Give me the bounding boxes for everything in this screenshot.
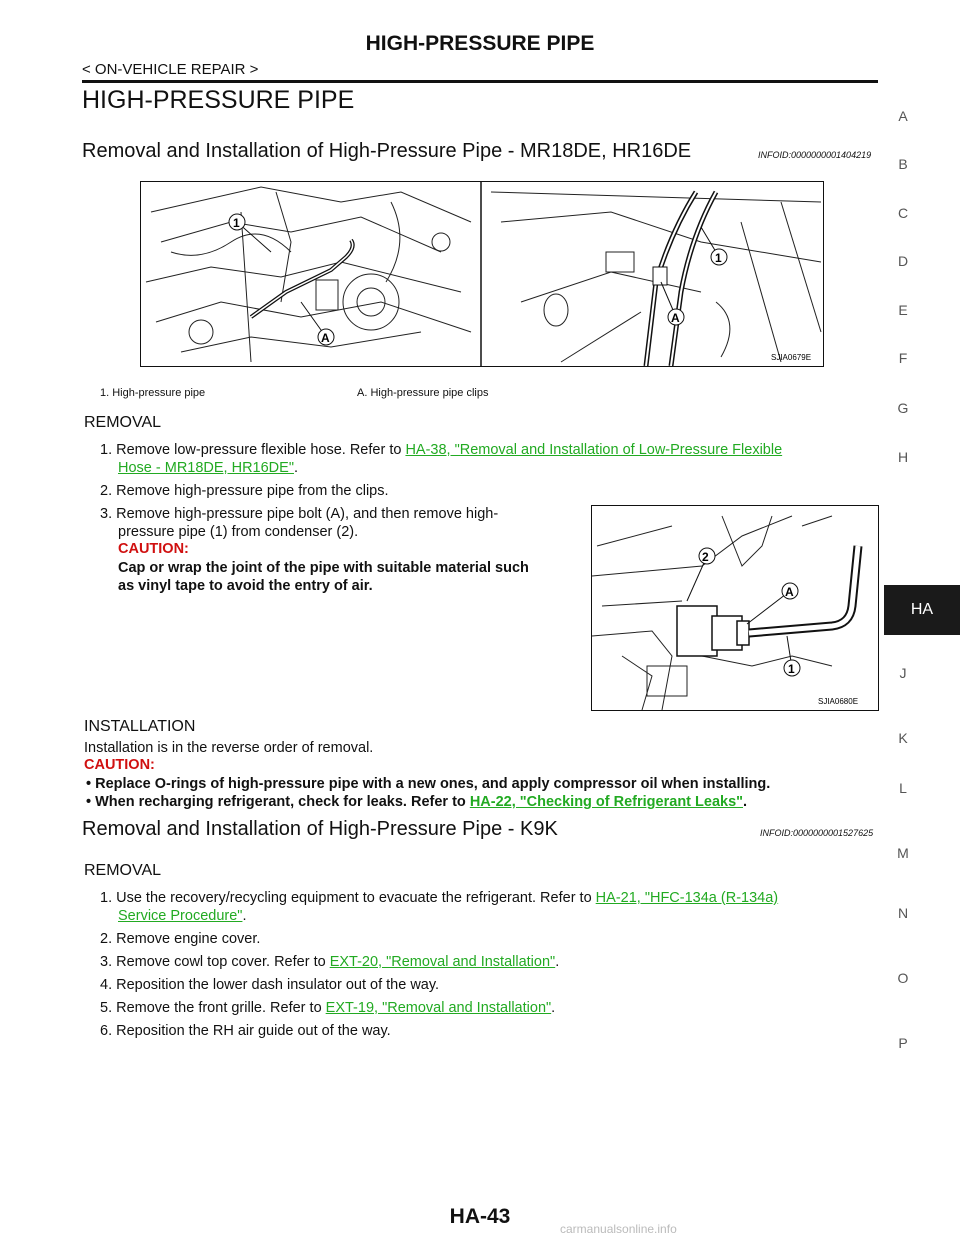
bullet-icon: •: [86, 794, 96, 810]
figure-1-illustration: [141, 182, 823, 366]
side-index-p[interactable]: P: [898, 1035, 908, 1051]
svg-text:1: 1: [788, 662, 795, 676]
installation-text: Installation is in the reverse order of removal.: [84, 740, 374, 756]
section1-step3: 3. Remove high-pressure pipe bolt (A), and then remove high-: [100, 506, 499, 522]
side-index-h[interactable]: H: [897, 449, 909, 465]
section1-removal-heading: REMOVAL: [84, 414, 162, 431]
section2-title: Removal and Installation of High-Pressure Pipe - K9K: [82, 818, 558, 840]
section1-caution-text: Cap or wrap the joint of the pipe with suitable material such: [118, 560, 529, 576]
page-number: HA-43: [449, 1205, 511, 1228]
link-ha22[interactable]: HA-22, "Checking of Refrigerant Leaks": [469, 794, 744, 810]
side-index-ha-active[interactable]: HA: [884, 585, 960, 635]
side-index-n[interactable]: N: [897, 905, 909, 921]
side-index-a[interactable]: A: [898, 108, 908, 124]
caption-a: A. High-pressure pipe clips: [357, 387, 489, 399]
section1-step1: 1. Remove low-pressure flexible hose. Refer to HA-38, "Removal and Installation of Low-Pressure Flexible: [100, 442, 783, 458]
side-index-l[interactable]: L: [899, 780, 907, 796]
section1-installation-heading: INSTALLATION: [84, 718, 196, 735]
caption-1: 1. High-pressure pipe: [100, 387, 206, 399]
section2-infoid: INFOID:0000000001527625: [760, 828, 874, 838]
installation-bullet-2: • When recharging refrigerant, check for leaks. Refer to HA-22, "Checking of Refrigerant Leaks".: [86, 794, 748, 810]
svg-text:A: A: [785, 585, 794, 599]
section1-infoid: INFOID:0000000001404219: [758, 150, 872, 160]
header-rule: [82, 80, 878, 83]
watermark: carmanualsonline.info: [560, 1222, 677, 1236]
side-index-k[interactable]: K: [898, 730, 908, 746]
running-header-subtitle: < ON-VEHICLE REPAIR >: [82, 61, 259, 78]
bullet-icon: •: [86, 776, 96, 792]
side-index-c[interactable]: C: [897, 205, 909, 221]
link-ha21[interactable]: HA-21, "HFC-134a (R-134a): [595, 890, 779, 906]
section1-caution-text-cont: as vinyl tape to avoid the entry of air.: [118, 578, 373, 594]
svg-text:A: A: [671, 311, 680, 325]
link-ext19[interactable]: EXT-19, "Removal and Installation": [325, 1000, 552, 1016]
section2-removal-heading: REMOVAL: [84, 862, 162, 879]
side-index-b[interactable]: B: [898, 156, 908, 172]
side-index-j[interactable]: J: [899, 665, 907, 681]
section1-step3-cont: pressure pipe (1) from condenser (2).: [118, 524, 359, 540]
section2-step4: 4. Reposition the lower dash insulator out of the way.: [100, 977, 440, 993]
side-index-o[interactable]: O: [897, 970, 909, 986]
svg-text:1: 1: [233, 216, 240, 230]
section1-title: Removal and Installation of High-Pressure Pipe - MR18DE, HR16DE: [82, 140, 692, 162]
side-index-f[interactable]: F: [898, 350, 908, 366]
section2-step1-cont: Service Procedure".: [118, 908, 247, 924]
page-heading: HIGH-PRESSURE PIPE: [82, 86, 355, 114]
installation-caution-label: CAUTION:: [84, 757, 155, 773]
figure-1: [140, 181, 824, 367]
side-index-d[interactable]: D: [897, 253, 909, 269]
section1-caution-label: CAUTION:: [118, 541, 189, 557]
svg-text:1: 1: [715, 251, 722, 265]
link-ha38-cont[interactable]: Hose - MR18DE, HR16DE": [118, 460, 294, 476]
installation-bullet-1: • Replace O-rings of high-pressure pipe with a new ones, and apply compressor oil when installing.: [86, 776, 771, 792]
link-ha38[interactable]: HA-38, "Removal and Installation of Low-Pressure Flexible: [405, 442, 783, 458]
svg-text:SJIA0679E: SJIA0679E: [771, 353, 812, 362]
figure-2: [591, 505, 879, 711]
svg-text:SJIA0680E: SJIA0680E: [818, 697, 859, 706]
figure-2-illustration: [592, 506, 878, 710]
link-ext20[interactable]: EXT-20, "Removal and Installation": [329, 954, 556, 970]
link-ha21-cont[interactable]: Service Procedure": [118, 908, 243, 924]
section2-step1: 1. Use the recovery/recycling equipment to evacuate the refrigerant. Refer to HA-21, "HFC-134a (R-134a): [100, 890, 779, 906]
section2-step6: 6. Reposition the RH air guide out of the way.: [100, 1023, 391, 1039]
side-index-m[interactable]: M: [897, 845, 909, 861]
running-header-title: HIGH-PRESSURE PIPE: [365, 32, 595, 55]
section2-step3: 3. Remove cowl top cover. Refer to EXT-20, "Removal and Installation".: [100, 954, 560, 970]
section2-step5: 5. Remove the front grille. Refer to EXT-19, "Removal and Installation".: [100, 1000, 556, 1016]
svg-text:2: 2: [702, 550, 709, 564]
section1-step1-cont: Hose - MR18DE, HR16DE".: [118, 460, 299, 476]
section1-step2: 2. Remove high-pressure pipe from the clips.: [100, 483, 389, 499]
svg-text:A: A: [321, 331, 330, 345]
side-index-e[interactable]: E: [898, 302, 908, 318]
section2-step2: 2. Remove engine cover.: [100, 931, 261, 947]
side-index-g[interactable]: G: [897, 400, 909, 416]
